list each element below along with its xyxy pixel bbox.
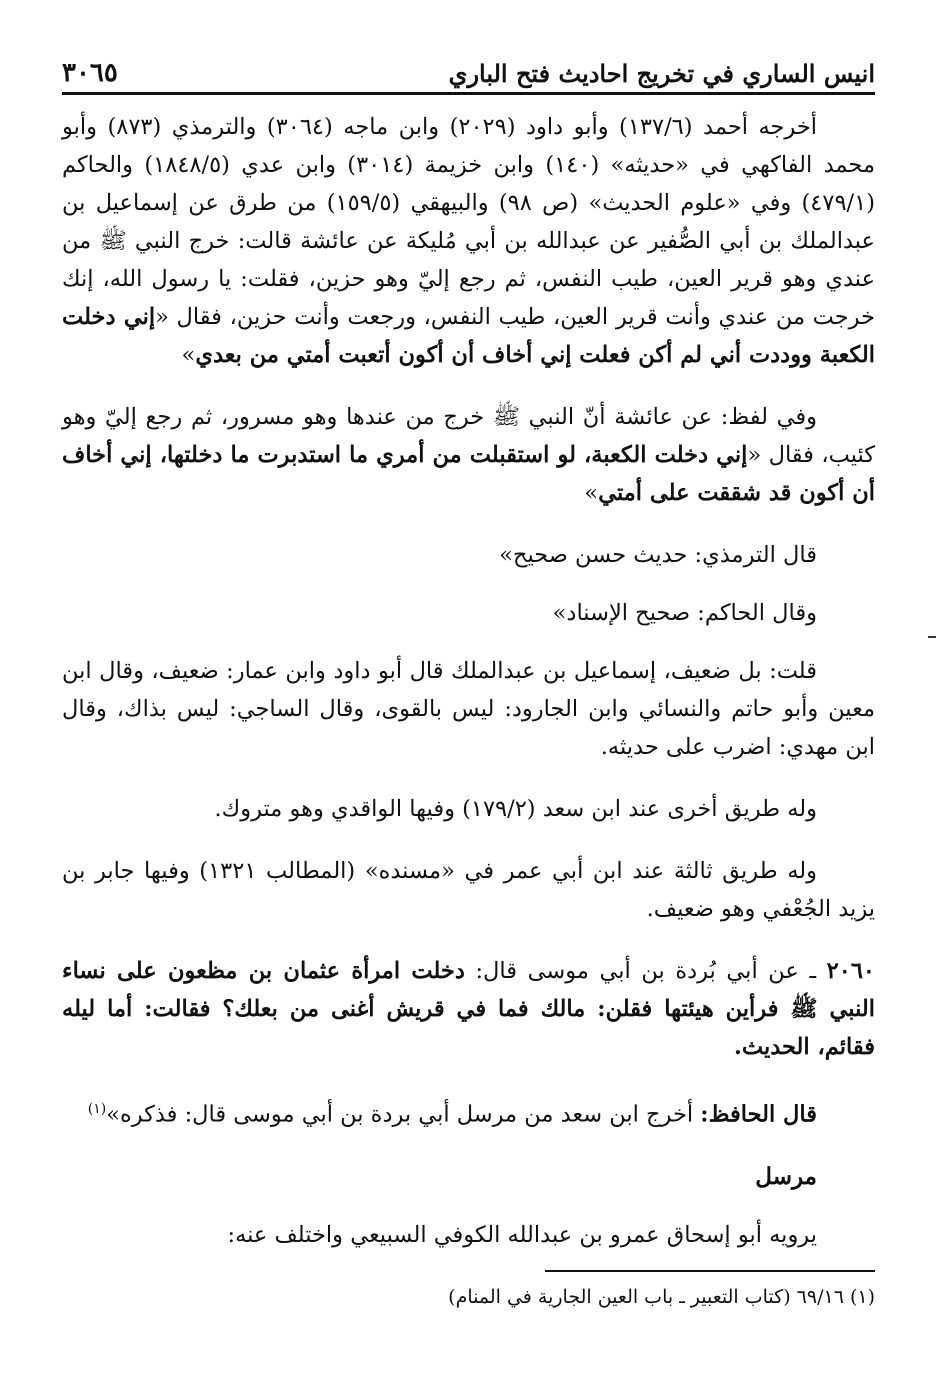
paragraph-takhrij	[62, 108, 875, 374]
paragraph-tirmidhi-grading: قال الترمذي: حديث حسن صحيح»	[499, 542, 817, 568]
footnote-divider	[545, 1270, 875, 1272]
paragraph-hafiz	[62, 1090, 875, 1134]
hafiz-text: أخرج ابن سعد من مرسل أبي بردة بن أبي موسى قال: فذكره»	[106, 1101, 701, 1128]
hadith-quote-bold: إني دخلت الكعبة ووددت أني لم أكن فعلت إني أخاف أن أكون أتعبت أمتي من بعدي	[62, 304, 875, 368]
paragraph-variant-wording	[62, 398, 875, 512]
paragraph-hakim-grading: وقال الحاكم: صحيح الإسناد»	[552, 600, 817, 626]
paragraph-text: أخرجه أحمد (١٣٧/٦) وأبو داود (٢٠٢٩) وابن ماجه (٣٠٦٤) والترمذي (٨٧٣) وأبو محمد الفاكهي في «حديثه» (١٤٠) وابن خزيمة (٣٠١٤) وابن عدي (١٨٤٨/٥) والحاكم (٤٧٩/١) وفي «علوم الحديث» (ص ٩٨) والبيهقي (١٥٩/٥) من طرق عن إسماعيل بن عبدالملك بن أبي الصُّفير عن عبدالله بن أبي مُليكة عن عائشة قالت: خرج النبي ﷺ من عندي وهو قرير العين، طيب النفس، ثم رجع إليّ وهو حزين، فقلت: يا رسول الله، إنك خرجت من عندي وأنت قرير العين، طيب النفس، ورجعت وأنت حزين، فقال «	[62, 114, 876, 330]
paragraph-author-assessment: قلت: بل ضعيف، إسماعيل بن عبدالملك قال أبو داود وابن عمار: ضعيف، وقال ابن معين وأبو حاتم والنسائي وابن الجارود: ليس بالقوى، وقال الساجي: ليس بذاك، وقال ابن مهدي: اضرب على حديثه.	[62, 658, 875, 760]
hadith-entry	[62, 952, 875, 1066]
paragraph-third-route: وله طريق ثالثة عند ابن أبي عمر في «مسنده» (المطالب ١٣٢١) وفيها جابر بن يزيد الجُعْفي وهو ضعيف.	[62, 858, 875, 922]
hadith-quote-bold: إني دخلت الكعبة، لو استقبلت من أمري ما استدبرت ما دخلتها، إني أخاف أن أكون قد شققت على أمتي	[62, 442, 875, 506]
paragraph-text: وفي لفظ: عن عائشة أنّ النبي ﷺ خرج من عندها وهو مسرور، ثم رجع إليّ وهو كئيب، فقال «	[62, 404, 875, 468]
hadith-lead: ـ عن أبي بُردة بن أبي موسى قال:	[464, 958, 827, 984]
paragraph-narrator: يرويه أبو إسحاق عمرو بن عبدالله الكوفي السبيعي واختلف عنه:	[227, 1221, 817, 1248]
footnote-marker: (١)	[87, 1101, 107, 1117]
page-header	[62, 48, 875, 95]
footnote: (١) ٦٩/١٦ (كتاب التعبير ـ باب العين الجارية في المنام)	[448, 1286, 875, 1308]
margin-tick-mark	[928, 636, 936, 638]
quote-close: »	[181, 342, 196, 368]
page-body	[62, 108, 875, 1278]
section-heading-mursal: مرسل	[755, 1162, 817, 1190]
quote-close: »	[584, 480, 599, 506]
page-number: ٣٠٦٥	[62, 58, 118, 88]
hadith-number: ٢٠٦٠	[826, 958, 875, 984]
hafiz-label: قال الحافظ:	[700, 1101, 817, 1128]
hadith-text-bold: دخلت امرأة عثمان بن مظعون على نساء النبي ﷺ فرأين هيئتها فقلن: مالك فما في قريش أغنى من بعلك؟ فقالت: أما ليله فقائم، الحديث.	[62, 958, 875, 1060]
running-title: انيس الساري في تخريج احاديث فتح الباري	[448, 59, 875, 88]
paragraph-second-route: وله طريق أخرى عند ابن سعد (١٧٩/٢) وفيها الواقدي وهو متروك.	[214, 796, 817, 822]
